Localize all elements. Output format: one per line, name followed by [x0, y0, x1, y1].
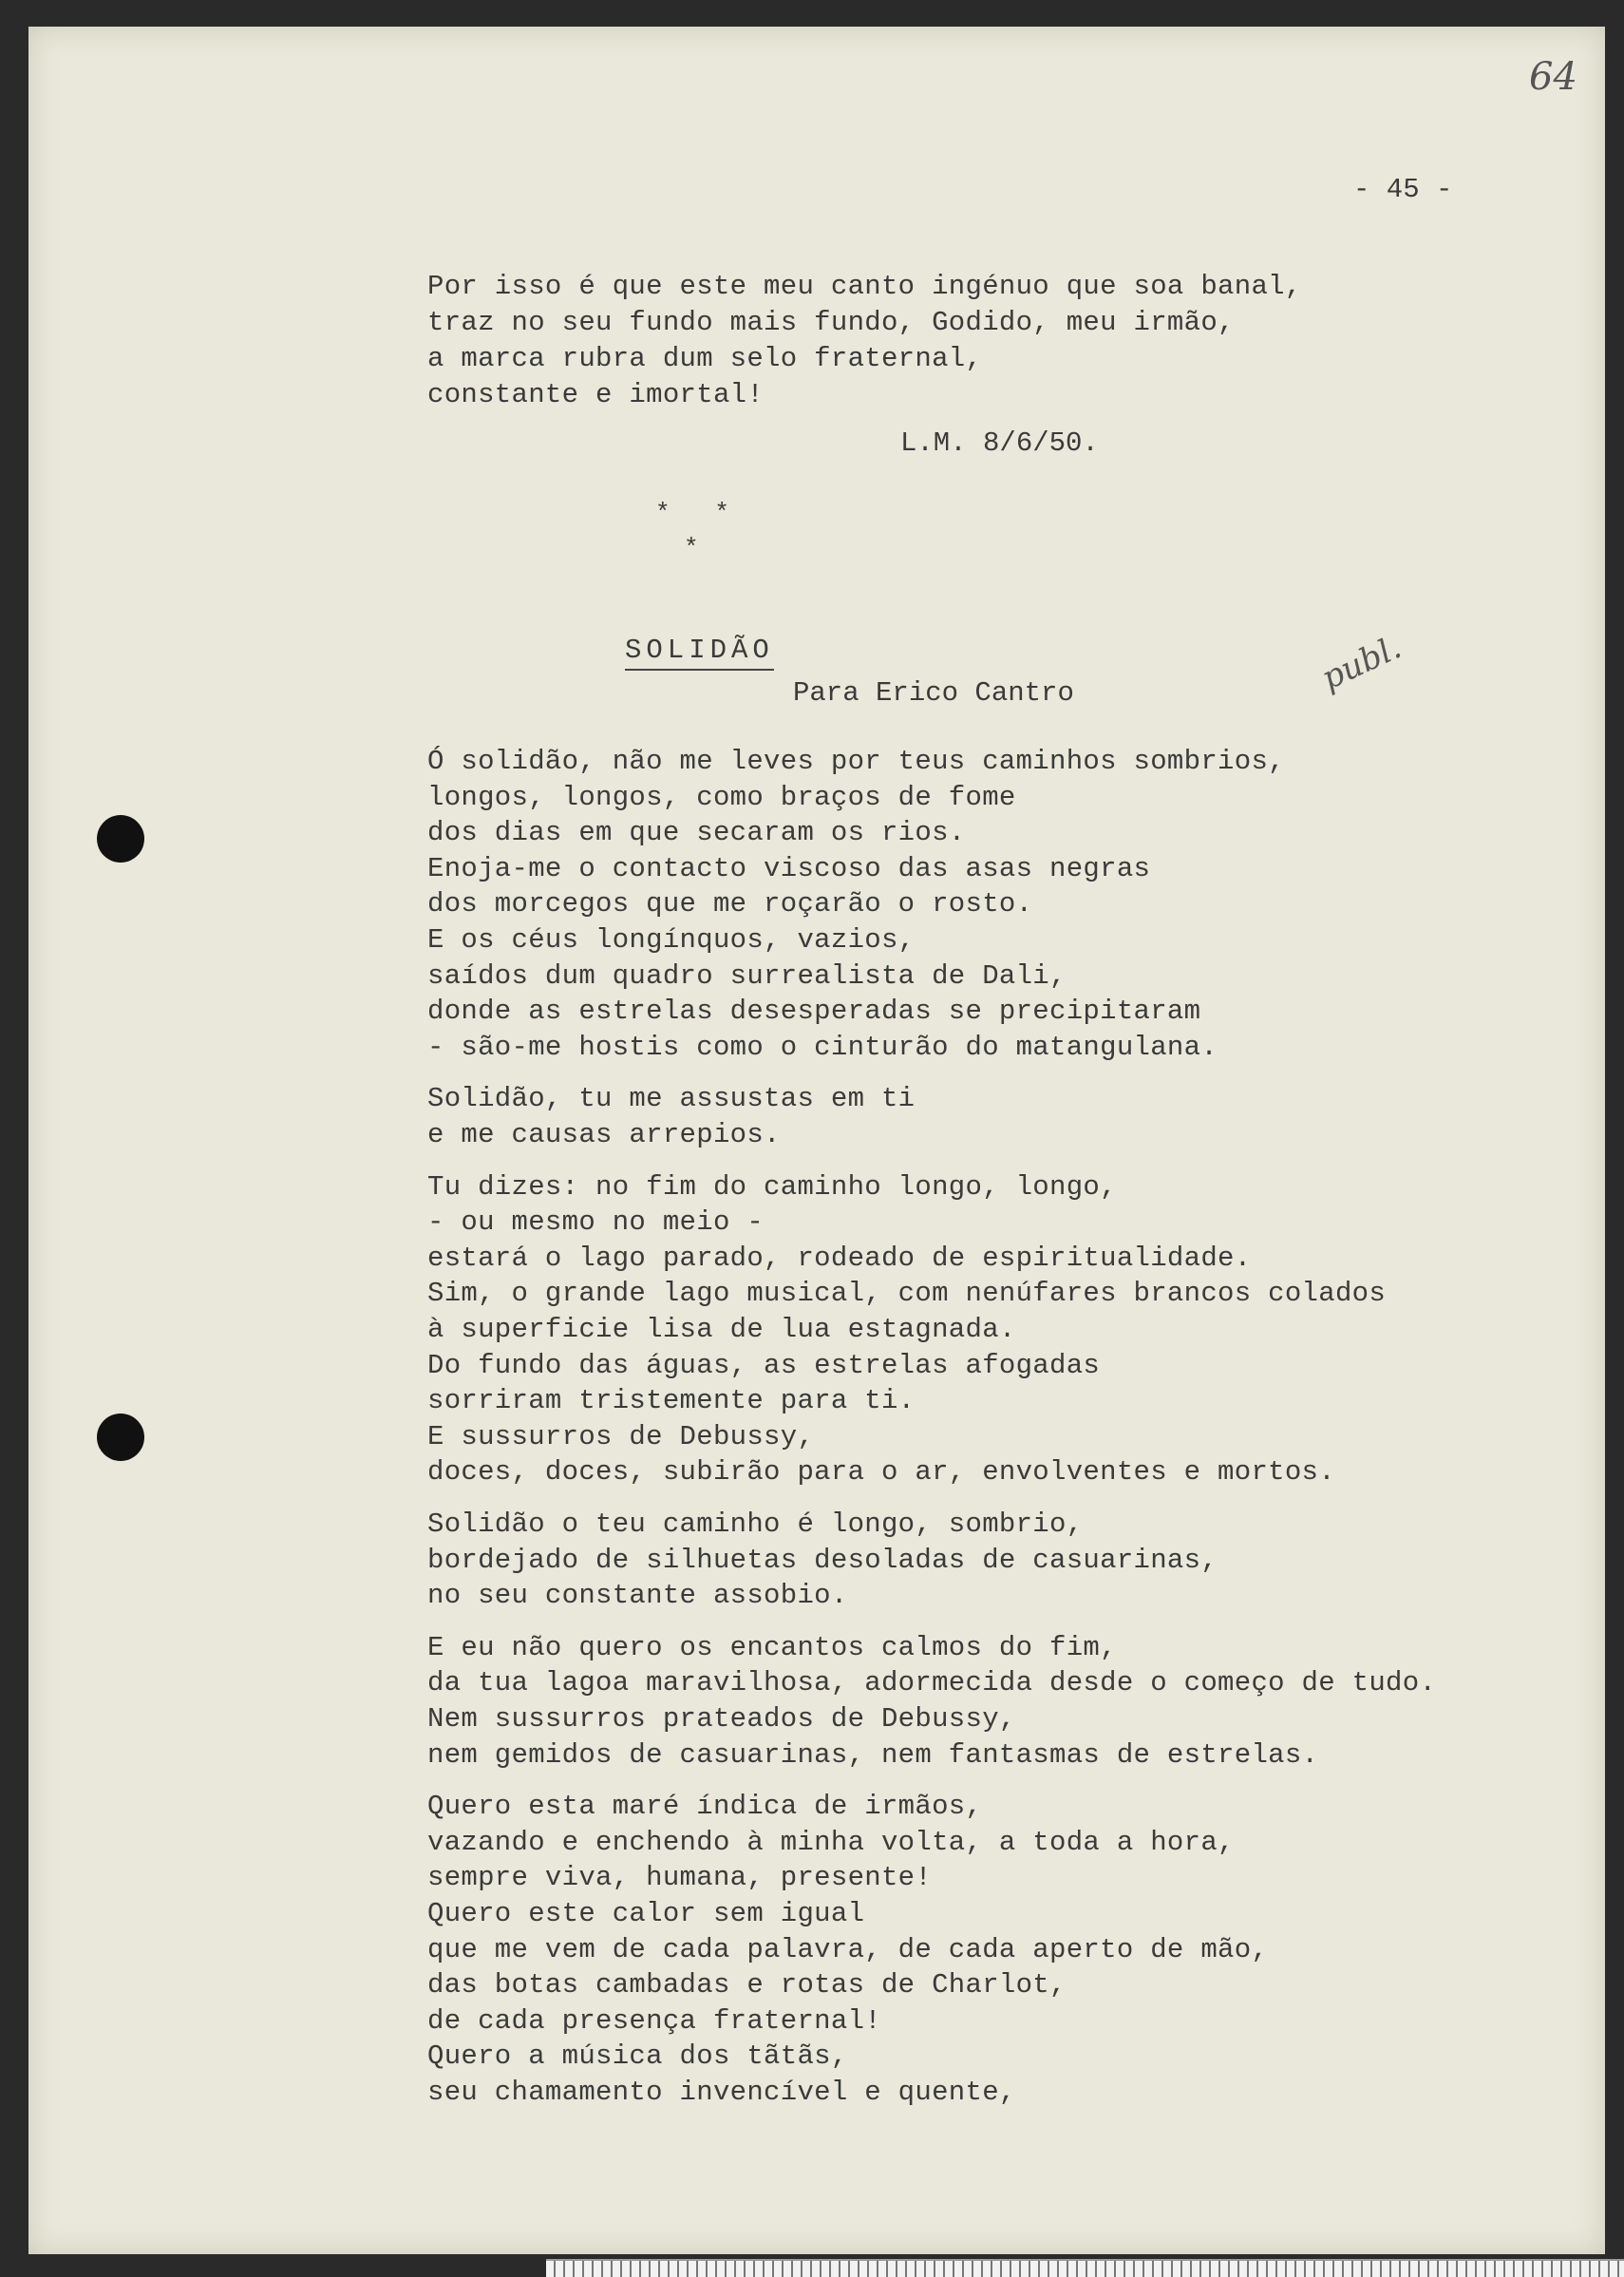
poem-line: que me vem de cada palavra, de cada aperto de mão, [427, 1934, 1269, 1965]
signature: L.M. 8/6/50. [900, 427, 1099, 459]
poem-line: bordejado de silhuetas desoladas de casuarinas, [427, 1545, 1218, 1576]
intro-line: constante e imortal! [427, 379, 765, 410]
poem-line: donde as estrelas desesperadas se precipitaram [427, 996, 1201, 1027]
intro-line: traz no seu fundo mais fundo, Godido, meu irmão, [427, 307, 1235, 338]
poem-line: Quero este calor sem igual [427, 1898, 865, 1929]
document-page [28, 27, 1605, 2254]
poem-line: Quero a música dos tãtãs, [427, 2040, 848, 2072]
punch-hole [97, 1414, 144, 1461]
poem-line: E sussurros de Debussy, [427, 1421, 815, 1452]
poem-line: E os céus longínquos, vazios, [427, 924, 916, 956]
poem-line: Solidão o teu caminho é longo, sombrio, [427, 1509, 1084, 1540]
poem-line: Solidão, tu me assustas em ti [427, 1083, 916, 1114]
poem-line: seu chamamento invencível e quente, [427, 2077, 1016, 2108]
poem-line: Tu dizes: no fim do caminho longo, longo, [427, 1171, 1117, 1203]
poem-line: no seu constante assobio. [427, 1580, 848, 1611]
poem-line: vazando e enchendo à minha volta, a toda a hora, [427, 1827, 1235, 1858]
poem-line: nem gemidos de casuarinas, nem fantasmas de estrelas. [427, 1739, 1319, 1771]
separator-stars-top: * * [655, 499, 730, 527]
poem-line: Sim, o grande lago musical, com nenúfares brancos colados [427, 1278, 1387, 1309]
separator-star-bottom: * [684, 534, 699, 562]
handwritten-page-number: 64 [1529, 55, 1577, 99]
intro-line: a marca rubra dum selo fraternal, [427, 343, 983, 374]
poem-line: longos, longos, como braços de fome [427, 782, 1016, 813]
poem-title: SOLIDÃO [625, 635, 774, 671]
poem-line: - são-me hostis como o cinturão do matangulana. [427, 1032, 1218, 1063]
poem-line: Nem sussurros prateados de Debussy, [427, 1703, 1016, 1735]
poem-line: doces, doces, subirão para o ar, envolventes e mortos. [427, 1456, 1335, 1488]
punch-hole [97, 815, 144, 863]
poem-line: E eu não quero os encantos calmos do fim, [427, 1632, 1117, 1663]
poem-line: e me causas arrepios. [427, 1119, 781, 1150]
poem-line: sorriram tristemente para ti. [427, 1385, 916, 1416]
handwritten-note: publ. [1315, 628, 1407, 698]
poem-line: - ou mesmo no meio - [427, 1206, 765, 1238]
intro-line: Por isso é que este meu canto ingénuo que soa banal, [427, 271, 1302, 302]
poem-line: das botas cambadas e rotas de Charlot, [427, 1969, 1067, 2001]
scale-ruler [546, 2259, 1624, 2277]
poem-line: dos dias em que secaram os rios. [427, 817, 966, 848]
poem-line: da tua lagoa maravilhosa, adormecida desde o começo de tudo. [427, 1667, 1437, 1698]
poem-line: dos morcegos que me roçarão o rosto. [427, 888, 1033, 920]
dedication: Para Erico Cantro [793, 677, 1074, 709]
poem-line: saídos dum quadro surrealista de Dali, [427, 960, 1067, 992]
poem-line: Do fundo das águas, as estrelas afogadas [427, 1350, 1101, 1381]
poem-line: estará o lago parado, rodeado de espiritualidade. [427, 1243, 1252, 1274]
poem-line: de cada presença fraternal! [427, 2005, 881, 2037]
poem-line: Enoja-me o contacto viscoso das asas negras [427, 853, 1151, 884]
page-number: - 45 - [1353, 174, 1453, 205]
poem-line: à superficie lisa de lua estagnada. [427, 1314, 1016, 1345]
poem-line: sempre viva, humana, presente! [427, 1862, 933, 1893]
poem-line: Quero esta maré índica de irmãos, [427, 1791, 983, 1822]
poem-line: Ó solidão, não me leves por teus caminhos sombrios, [427, 746, 1285, 777]
